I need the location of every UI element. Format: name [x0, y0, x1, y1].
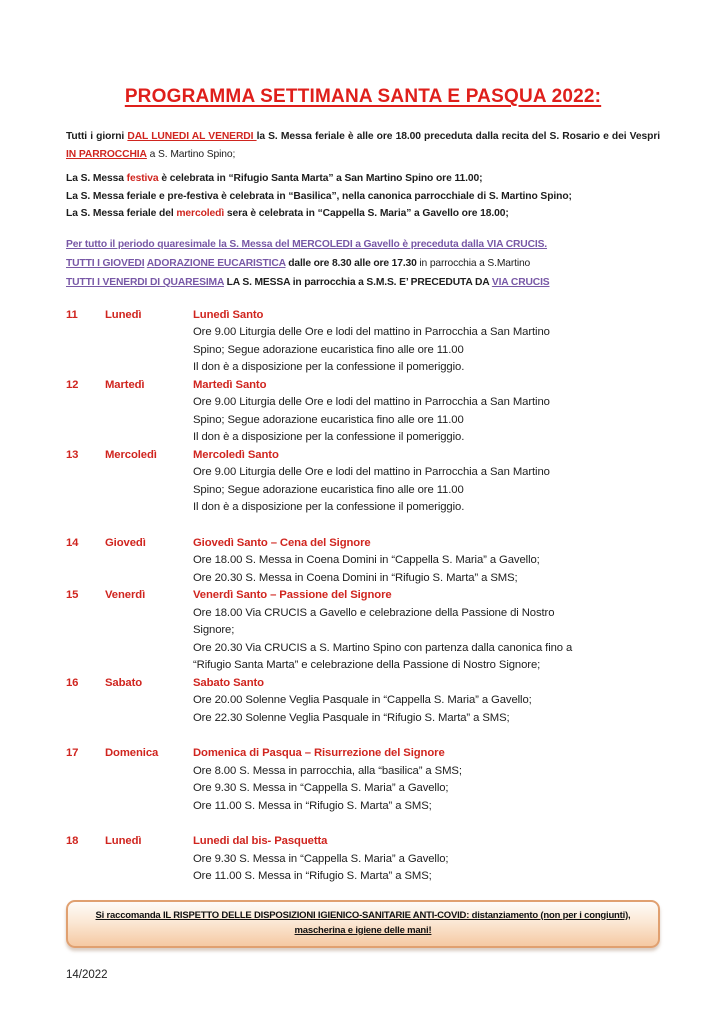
text-segment: la S. Messa feriale è alle ore 18.00 preceduta dalla recita del S. Rosario e dei Vespri [256, 131, 660, 142]
text-segment: dalle ore 8.30 alle ore 17.30 [285, 257, 417, 269]
schedule-date: 11 [66, 308, 78, 321]
schedule-title: Lunedì Santo [193, 308, 264, 321]
schedule-day: Martedì [105, 378, 145, 391]
text-segment: VIA CRUCIS [491, 276, 550, 288]
schedule-date: 16 [66, 676, 79, 689]
schedule-line: Ore 18.00 Via CRUCIS a Gavello e celebrazione della Passione di Nostro [193, 606, 555, 619]
schedule-row [66, 675, 660, 728]
schedule-line: Spino; Segue adorazione eucaristica fino alle ore 11.00 [193, 413, 464, 426]
schedule-row [66, 307, 660, 377]
text-segment: mercoledì [176, 208, 225, 219]
schedule-date: 13 [66, 448, 79, 461]
page-number: 14/2022 [66, 968, 108, 981]
page-title: PROGRAMMA SETTIMANA SANTA E PASQUA 2022: [124, 86, 602, 107]
text-segment: Tutti i giorni [66, 131, 128, 142]
schedule-title: Lunedi dal bis- Pasquetta [193, 835, 328, 847]
text-segment: sera è celebrata in “Cappella S. Maria” a Gavello ore 18.00; [224, 208, 509, 219]
text-segment: DAL LUNEDI AL VENERDI [127, 131, 257, 142]
mass-schedule-paragraph [66, 170, 660, 223]
text-segment: La S. Messa feriale del [66, 208, 177, 219]
schedule-line: Ore 20.00 Solenne Veglia Pasquale in “Cappella S. Maria” a Gavello; [193, 694, 532, 706]
schedule-details [193, 675, 660, 728]
mass-line [66, 205, 660, 223]
schedule-title: Sabato Santo [193, 676, 264, 689]
schedule-line: Ore 22.30 Solenne Veglia Pasquale in “Rifugio S. Marta” a SMS; [193, 711, 510, 724]
schedule-date: 14 [66, 536, 79, 549]
schedule-date: 12 [66, 378, 79, 391]
schedule-row [66, 535, 660, 588]
lent-line [66, 235, 660, 254]
schedule-line: Ore 9.00 Liturgia delle Ore e lodi del mattino in Parrocchia a San Martino [193, 326, 550, 338]
lent-line [66, 273, 660, 292]
text-segment: TUTTI I VENERDI DI QUARESIMA [66, 276, 224, 288]
schedule-line: Signore; [193, 624, 235, 636]
text-segment: festiva [126, 173, 159, 184]
schedule-line: Ore 20.30 S. Messa in Coena Domini in “Rifugio S. Marta” a SMS; [193, 571, 518, 584]
schedule-row [66, 447, 660, 517]
covid-notice-text: Si raccomanda IL RISPETTO DELLE DISPOSIZIONI IGIENICO-SANITARIE ANTI-COVID: distanziamento (non per i congiunti), mascherina e igiene delle mani! [95, 909, 631, 936]
schedule-line: Ore 11.00 S. Messa in “Rifugio S. Marta” a SMS; [193, 799, 432, 812]
schedule-line: Ore 18.00 S. Messa in Coena Domini in “Cappella S. Maria” a Gavello; [193, 554, 540, 566]
lent-notice-paragraph [66, 235, 660, 292]
schedule-title: Martedì Santo [193, 378, 267, 391]
schedule-details [193, 745, 660, 815]
schedule-row [66, 587, 660, 675]
schedule-title: Mercoledì Santo [193, 448, 279, 461]
text-segment: LA S. MESSA in parrocchia a S.M.S. E’ PRECEDUTA DA [223, 276, 492, 288]
schedule-line: Il don è a disposizione per la confessione il pomeriggio. [193, 431, 465, 443]
text-segment: La S. Messa [66, 173, 127, 184]
schedule-day: Giovedì [105, 536, 146, 549]
schedule-line: Spino; Segue adorazione eucaristica fino alle ore 11.00 [193, 343, 464, 356]
schedule-title: Venerdì Santo – Passione del Signore [193, 589, 392, 601]
mass-line [66, 170, 660, 188]
schedule-date: 15 [66, 589, 79, 601]
schedule-line: Ore 9.30 S. Messa in “Cappella S. Maria” a Gavello; [193, 852, 449, 865]
schedule-line: Il don è a disposizione per la confessione il pomeriggio. [193, 361, 465, 373]
text-segment: ADORAZIONE EUCARISTICA [146, 257, 286, 269]
schedule-day: Sabato [105, 676, 143, 689]
text-segment: a S. Martino Spino; [146, 148, 236, 160]
mass-line [66, 188, 660, 206]
schedule-line: “Rifugio Santa Marta” e celebrazione della Passione di Nostro Signore; [193, 659, 541, 671]
schedule-details [193, 307, 660, 377]
schedule-line: Ore 9.30 S. Messa in “Cappella S. Maria” a Gavello; [193, 782, 449, 794]
schedule-title: Giovedì Santo – Cena del Signore [193, 536, 371, 549]
schedule-details [193, 535, 660, 588]
schedule-line: Il don è a disposizione per la confessione il pomeriggio. [193, 501, 465, 513]
schedule-day: Mercoledì [105, 448, 157, 461]
schedule-row [66, 745, 660, 815]
schedule-line: Ore 9.00 Liturgia delle Ore e lodi del mattino in Parrocchia a San Martino [193, 466, 550, 478]
schedule-row [66, 377, 660, 447]
text-segment: TUTTI I GIOVEDI [66, 257, 145, 269]
schedule-line: Ore 11.00 S. Messa in “Rifugio S. Marta” a SMS; [193, 870, 432, 882]
schedule-details [193, 377, 660, 447]
schedule-day: Venerdì [105, 589, 146, 601]
text-segment: Per tutto il periodo quaresimale la S. Messa del MERCOLEDI a Gavello è preceduta dalla VIA CRUCIS. [66, 238, 548, 250]
schedule-line: Ore 20.30 Via CRUCIS a S. Martino Spino con partenza dalla canonica fino a [193, 641, 573, 654]
covid-notice-box [66, 900, 660, 948]
schedule-line: Ore 8.00 S. Messa in parrocchia, alla “basilica” a SMS; [193, 764, 462, 777]
lent-line [66, 254, 660, 273]
text-segment: La S. Messa feriale e pre-festiva è celebrata in “Basilica”, nella canonica parrocchiale di S. Martino Spino; [66, 190, 572, 202]
schedule-line: Spino; Segue adorazione eucaristica fino alle ore 11.00 [193, 483, 464, 496]
text-segment: in parrocchia a S.Martino [416, 257, 531, 269]
schedule-details [193, 587, 660, 675]
text-segment: IN PARROCCHIA [66, 148, 147, 160]
schedule-row [66, 833, 660, 886]
schedule-title: Domenica di Pasqua – Risurrezione del Signore [193, 747, 445, 759]
schedule-day: Lunedì [105, 835, 142, 847]
intro-paragraph [66, 128, 660, 163]
text-segment: è celebrata in “Rifugio Santa Marta” a San Martino Spino ore 11.00; [158, 173, 483, 184]
schedule-details [193, 833, 660, 886]
schedule [66, 307, 660, 886]
schedule-date: 17 [66, 747, 79, 759]
schedule-day: Domenica [105, 747, 159, 759]
schedule-line: Ore 9.00 Liturgia delle Ore e lodi del mattino in Parrocchia a San Martino [193, 396, 550, 408]
schedule-day: Lunedì [105, 308, 142, 321]
schedule-details [193, 447, 660, 517]
schedule-date: 18 [66, 835, 79, 847]
